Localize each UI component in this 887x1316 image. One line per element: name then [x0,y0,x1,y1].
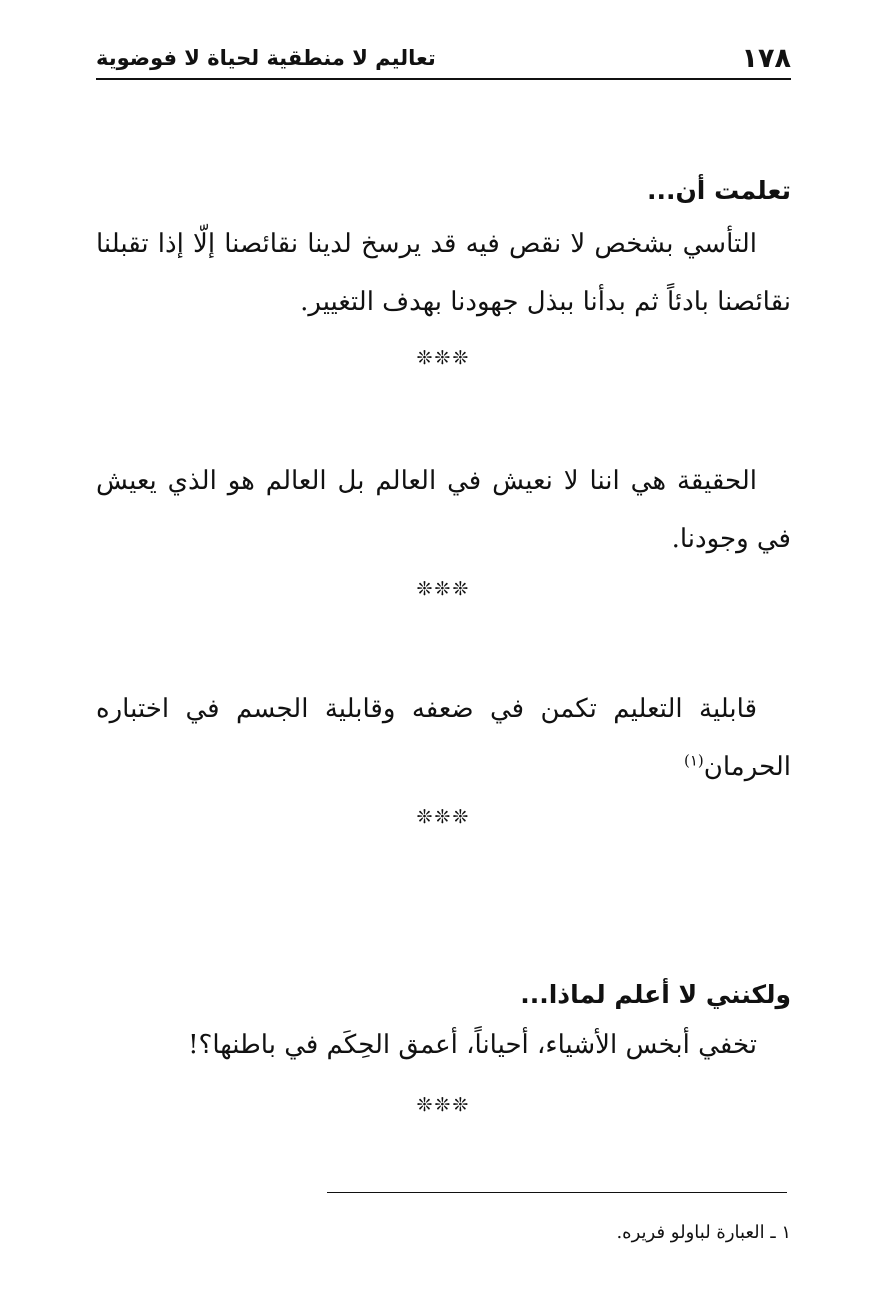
section-heading-dont-know-why: ولكنني لا أعلم لماذا... [520,980,791,1009]
paragraph-teachability-text: قابلية التعليم تكمن في ضعفه وقابلية الجسم في اختباره الحرمان [96,694,791,782]
page-number: ١٧٨ [741,42,791,74]
section-heading-learned: تعلمت أن... [646,176,791,205]
paragraph-wisdom: تخفي أبخس الأشياء، أحياناً، أعمق الحِكَم في باطنها؟! [188,1030,757,1060]
footnote: ١ ـ العبارة لباولو فريره. [616,1222,791,1243]
paragraph-reality: الحقيقة هي اننا لا نعيش في العالم بل العالم هو الذي يعيش في وجودنا. [96,466,791,554]
separator-asterisks: ❊❊❊ [416,1094,471,1116]
separator-asterisks: ❊❊❊ [416,347,471,369]
paragraph-teachability [96,680,791,796]
separator-asterisks: ❊❊❊ [416,578,471,600]
separator-asterisks: ❊❊❊ [416,806,471,828]
paragraph-imitation: التأسي بشخص لا نقص فيه قد يرسخ لدينا نقائصنا إلّا إذا تقبلنا نقائصنا بادئاً ثم بدأنا ببذل جهودنا بهدف التغيير. [96,229,791,317]
running-head [96,38,791,80]
footnote-divider [327,1192,787,1193]
footnote-reference: (١) [684,751,704,770]
book-title: تعاليم لا منطقية لحياة لا فوضوية [96,46,436,70]
